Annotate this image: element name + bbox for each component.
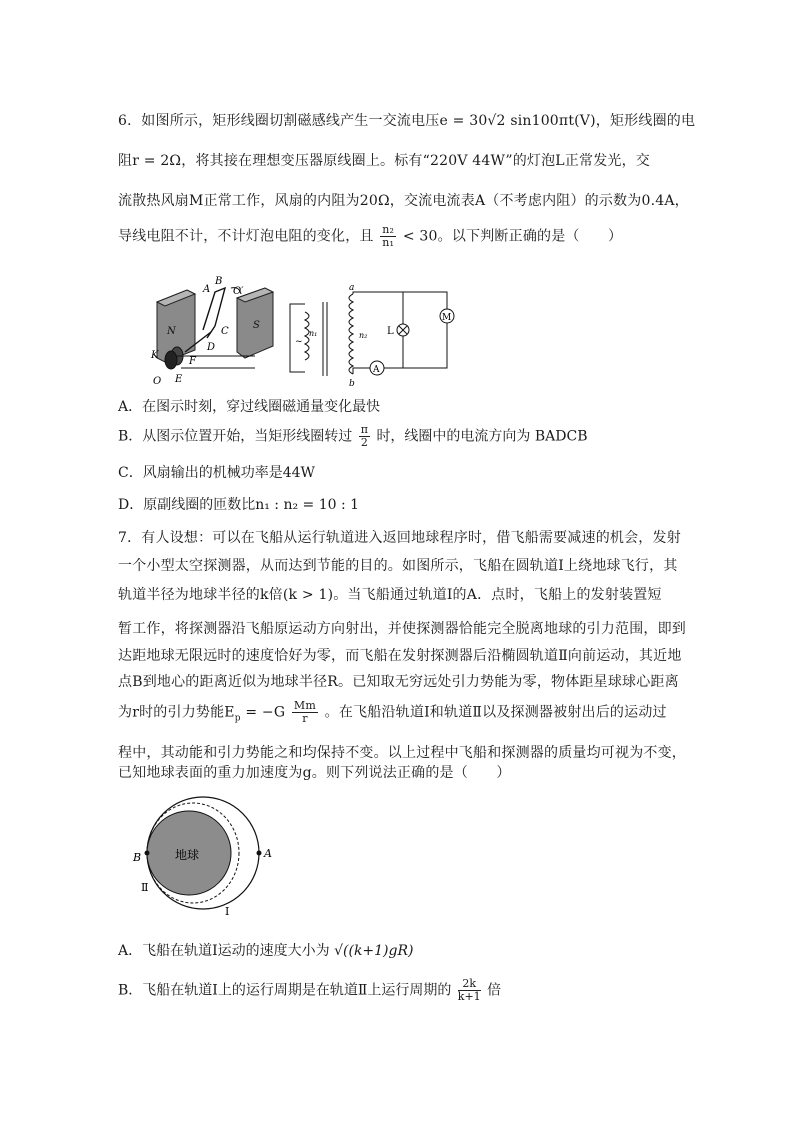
q7-option-a-formula: √((k+1)gR) bbox=[334, 943, 414, 959]
label-d: D bbox=[207, 342, 216, 353]
label-n1: n₁ bbox=[309, 329, 318, 338]
label-orbit-2: Ⅱ bbox=[141, 881, 149, 894]
q6-line-3: 流散热风扇M正常工作，风扇的内阻为20Ω，交流电流表A（不考虑内阻）的示数为0.4A， bbox=[118, 193, 689, 209]
q7-option-b-end: 倍 bbox=[487, 982, 502, 999]
label-k: K bbox=[151, 350, 159, 361]
label-terminal-a: a bbox=[349, 283, 355, 293]
q6-ratio-denominator: n₁ bbox=[382, 236, 395, 250]
q7-option-b-denominator: k+1 bbox=[457, 990, 481, 1004]
point-b-marker bbox=[145, 851, 150, 856]
q7-potential-numerator: Mm bbox=[293, 699, 317, 712]
q7-potential-fraction bbox=[292, 700, 318, 725]
fan-motor-icon bbox=[440, 309, 454, 323]
ammeter-icon bbox=[370, 361, 384, 375]
q7-option-a-text: A．飞船在轨道Ⅰ运动的速度大小为 bbox=[118, 943, 330, 959]
q6-option-b-text: B．从图示位置开始，当矩形线圈转过 bbox=[118, 428, 353, 445]
q6-line-1: 6．如图所示，矩形线圈切割磁感线产生一交流电压e = 30√2 sin100πt(V)，矩形线圈的电 bbox=[118, 113, 696, 129]
label-o-prime: O′ bbox=[233, 286, 244, 297]
magnet-s-label: S bbox=[253, 320, 260, 331]
label-b: B bbox=[215, 276, 223, 287]
q6-option-b-numerator: π bbox=[360, 423, 368, 436]
label-c: C bbox=[221, 326, 229, 337]
lamp-label: L bbox=[387, 326, 394, 337]
q7-option-a bbox=[118, 940, 414, 960]
q6-option-b-end: 时，线圈中的电流方向为 BADCB bbox=[376, 428, 588, 445]
slip-ring-icon-2 bbox=[165, 351, 177, 369]
q7-orbit-figure bbox=[125, 795, 275, 920]
q6-option-d: D．原副线圈的匝数比n₁ : n₂ = 10 : 1 bbox=[118, 497, 360, 513]
label-orbit-1: Ⅰ bbox=[225, 905, 230, 918]
q7-line-7-end: 。在飞船沿轨道Ⅰ和轨道Ⅱ以及探测器被射出后的运动过 bbox=[324, 704, 667, 721]
lamp-icon bbox=[387, 324, 409, 337]
label-a: A bbox=[203, 284, 211, 295]
q6-option-c: C．风扇输出的机械功率是44W bbox=[118, 465, 315, 481]
q7-option-b-fraction bbox=[458, 978, 481, 1003]
q6-option-b-denominator: 2 bbox=[360, 436, 368, 450]
motor-label: M bbox=[442, 313, 452, 323]
q7-line-7-text: 为r时的引力势能E bbox=[118, 704, 235, 721]
q7-line-4: 暂工作，将探测器沿飞船原运动方向射出，并使探测器恰能完全脱离地球的引力范围，即到 bbox=[118, 621, 686, 637]
earth-label: 地球 bbox=[175, 848, 200, 862]
q6-generator-circuit-figure bbox=[145, 272, 455, 392]
q7-option-b bbox=[118, 978, 501, 1003]
q6-line-4-end: < 30。以下判断正确的是（ ） bbox=[402, 228, 623, 245]
q6-line-4 bbox=[118, 224, 622, 249]
label-f: F bbox=[189, 356, 196, 367]
label-terminal-b: b bbox=[349, 379, 355, 389]
q6-option-b bbox=[118, 424, 588, 449]
q6-line-2: 阻r = 2Ω，将其接在理想变压器原线圈上。标有“220V 44W”的灯泡L正常发光，交 bbox=[118, 153, 650, 169]
q6-line-4-text: 导线电阻不计，不计灯泡电阻的变化，且 bbox=[118, 228, 374, 245]
q7-option-b-text: B．飞船在轨道Ⅰ上的运行周期是在轨道Ⅱ上运行周期的 bbox=[118, 982, 452, 999]
q7-ep-subscript: p bbox=[234, 713, 241, 724]
ammeter-label: A bbox=[373, 365, 380, 375]
q6-ratio-numerator: n₂ bbox=[382, 223, 395, 236]
q7-line-6: 点B到地心的距离近似为地球半径R。已知取无穷远处引力势能为零，物体距星球球心距离 bbox=[118, 674, 679, 690]
q6-option-b-fraction bbox=[359, 424, 370, 449]
q7-line-7-eq: = −G bbox=[245, 704, 286, 721]
label-point-b: B bbox=[133, 851, 142, 864]
q6-ratio-fraction bbox=[380, 224, 396, 249]
q6-option-a: A．在图示时刻，穿过线圈磁通量变化最快 bbox=[118, 399, 381, 415]
label-o: O bbox=[153, 376, 162, 387]
magnet-south-pole bbox=[237, 288, 273, 358]
q7-line-1: 7．有人设想：可以在飞船从运行轨道进入返回地球程序时，借飞船需要减速的机会，发射 bbox=[118, 530, 681, 546]
label-e: E bbox=[175, 374, 183, 385]
magnet-n-label: N bbox=[167, 326, 176, 337]
q7-line-8: 程中，其动能和引力势能之和均保持不变。以上过程中飞船和探测器的质量均可视为不变， bbox=[118, 745, 686, 761]
q7-option-b-numerator: 2k bbox=[458, 978, 481, 991]
point-a-marker bbox=[257, 851, 262, 856]
q7-line-2: 一个小型太空探测器，从而达到节能的目的。如图所示，飞船在圆轨道Ⅰ上绕地球飞行，其 bbox=[118, 558, 678, 574]
label-n2: n₂ bbox=[359, 331, 368, 340]
q7-line-5: 达距地球无限远时的速度恰好为零，而飞船在发射探测器后沿椭圆轨道Ⅱ向前运动，其近地 bbox=[118, 648, 682, 664]
q7-line-7 bbox=[118, 700, 667, 725]
label-point-a: A bbox=[264, 847, 272, 860]
ac-source-icon: ~ bbox=[295, 337, 303, 347]
q7-line-9: 已知地球表面的重力加速度为g。则下列说法正确的是（ ） bbox=[118, 765, 511, 781]
q7-line-3: 轨道半径为地球半径的k倍(k > 1)。当飞船通过轨道Ⅰ的A．点时，飞船上的发射装置短 bbox=[118, 587, 662, 603]
q7-potential-denominator: r bbox=[302, 712, 308, 726]
